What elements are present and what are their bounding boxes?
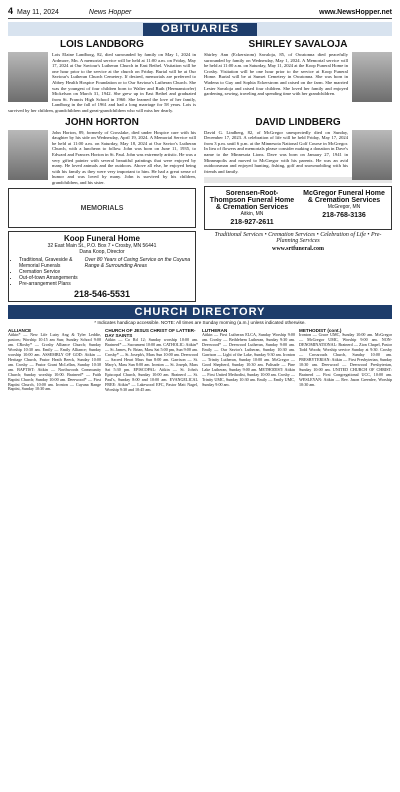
- directory-note: * Indicates handicap accessible. NOTE: All times are Sunday morning (a.m.) unless indicated otherwise.: [94, 320, 306, 326]
- ad-title: Koop Funeral Home: [63, 234, 140, 244]
- obit-text: Lois Elaine Landborg, 82, died surrounded by family on May 1, 2024 in Ardmore, Mn. A memorial service will be held at 11:00 a.m. on Friday, May 17, 2024 at Our Saviour's Lutheran Church in East Bethel. Visitation will be one hour prior to the service at the church on Friday. Burial will be at Our Saviour's Lutheran Church Cemetery. If desired, memorials are preferred to Abbey Health Hospice Foundation or to Our Saviour's Lutheran Church. She was the youngest of four children born to Walter and Ruth (Hermanstorfer) Mickelson on March 31, 1942. She grew up in East Bethel and graduated from St. Francis High School in 1960. She learned the love of her family, Landborg in the fall of 1961 and had a long marriage for 58 years. Lois is survived by her children, grandchildren and great-grandchildren who will miss her dearly.: [8, 52, 196, 113]
- obit-text: John Horton, 89, formerly of Crosslake, died under Hospice care with his daughter by his side on Wednesday, April 19, 2024. A Memorial Service will be held at 11:00 a.m. on Saturday, May 18, 2024 at Our Savior's Lutheran Church, with a luncheon to follow. John was born on June 11, 1935, to Edward and Frances Horton in St. Paul. John was extremely artistic. He was a very gifted painter with several beautiful paintings that were enjoyed by many. He loved animals and the outdoors. Above all else, he enjoyed being with his family as they were very important to him. He had a great sense of humor and was loved by many. John is survived by his children, grandchildren, and his sister.: [52, 129, 196, 185]
- directory-column: LUTHERAN Aitkin — First Lutheran ELCA, Sunday Worship 9:00 am. Crosby — Bethlehem Lutheran, Sunday 9:30 am. Deerwood* — Deerwood Lutheran, Sunday 9:00 am. Emily — Our Savior's Lutheran, Sunday 10:30 am. Garrison — Light of the Lake, Sunday 9:30 am. Ironton — Trinity Lutheran, Sunday 10:00 am. McGregor — Good Shepherd, Sunday 10:30 am. Palisade — Pine Lake Lutheran, Sunday 9:00 am. METHODIST: Aitkin — First United Methodist, Sunday 10:00 am. Crosby — Trinity UMC, Sunday 10:30 am. Emily — Emily UMC, Sunday 9:00 am.: [202, 328, 295, 387]
- ad-director: Dana Koop, Director: [79, 249, 125, 256]
- ad-services: • Traditional, Graveside & Memorial Funerals • Cremation Service • Out-of-town Arrangements • Pre-arrangement Plans: [11, 257, 81, 287]
- obituaries-banner: OBITUARIES: [8, 22, 392, 36]
- obit-photo: [8, 130, 48, 180]
- obit-name: JOHN HORTON: [65, 116, 139, 128]
- obit-david: [204, 114, 392, 303]
- funeral-homes-ad: [204, 186, 392, 230]
- obit-photo: [352, 130, 392, 180]
- page-number: 4: [8, 6, 14, 16]
- obit-shirley: [204, 36, 392, 114]
- page-header: [8, 6, 392, 19]
- funeral-tagline: Traditional Services • Cremation Services • Celebration of Life • Pre-Planning Services: [214, 232, 382, 245]
- obit-name: SHIRLEY SAVALOJA: [248, 39, 348, 50]
- publication-name: News Hopper: [88, 9, 132, 16]
- ad-tagline: Over 80 Years of Caring Service on the Cuyuna Range & Surrounding Areas: [84, 257, 191, 270]
- funeral-url[interactable]: www.srtfuneral.com: [272, 246, 324, 253]
- memorials-ad: MEMORIALS: [8, 188, 196, 228]
- sorensen-ad: Sorensen-Root-Thompson Funeral Home & Cremation Services Aitkin, MN 218-927-2611: [209, 190, 295, 227]
- obit-john: [8, 114, 196, 303]
- directory-column: METHODIST (cont.) Ironton — Grace UMC, Sunday 10:00 am. McGregor — McGregor UMC, Worship 9:00 am. NON-DENOMINATIONAL: Brainerd — Zion Chapel, Pastor Todd Woods; Worship service Sunday at 9:30. Crosby — Crossroads Church, Sunday 10:00 am. PRESBYTERIAN: Aitkin — First Presbyterian, Sunday 10:30 am. Deerwood — Deerwood Presbyterian, Sunday 10:00 am. UNITED CHURCH OF CHRIST: Brainerd — First Congregational UCC, 10:00 am. WESLEYAN: Aitkin — Rev. Jason Greenlee, Worship 10:30 am.: [299, 328, 392, 387]
- obit-name: DAVID LINDBERG: [255, 116, 341, 128]
- obit-lois: [8, 36, 196, 114]
- obit-text: Shirley Ann (Eckerstrom) Savaloja, 85, of Owatonna died peacefully surrounded by family on Wednesday, May 1, 2024. A Memorial service will be held at 11:00 a.m. on Saturday, May 11, 2024 at the Koop Funeral Home in Crosby. Visitation will be one hour prior to the service at Koop Funeral Home. Burial will be at Sunset Cemetery in Owatonna. She was born in Wadena to Guy and Sophia Eckerstrom and raised on the farm. She married Lester Savaloja and raised four children. She loved her family and enjoyed gardening, sewing, traveling and spending time with her grandchildren.: [204, 52, 348, 97]
- obit-name: LOIS LANDBORG: [60, 39, 144, 50]
- church-directory-banner: CHURCH DIRECTORY: [8, 305, 392, 319]
- obit-photo: [352, 52, 392, 102]
- ad-phone: 218-546-5531: [73, 289, 131, 300]
- obit-photo: [8, 52, 48, 102]
- church-directory: [8, 327, 392, 392]
- issue-date: May 11, 2024: [17, 9, 59, 16]
- ad-address: 32 East Main St., P.O. Box 7 • Crosby, MN 56441: [47, 243, 157, 250]
- koop-funeral-ad: [8, 231, 196, 302]
- site-url[interactable]: www.NewsHopper.net: [319, 9, 392, 16]
- directory-column: CHURCH OF JESUS CHRIST OF LATTER-DAY SAINTS Aitkin — Co Rd 12; Sunday worship 10:00 am. Brainerd* — Sacrament 10:00 am. CATHOLIC: Aitkin* — St. James, Fr. Brian, Mass Sat 5:00 pm, Sun 9:00 am. Crosby* — St. Joseph's, Mass Sun 10:00 am. Deerwood — Sacred Heart Mass Sun 8:00 am. Garrison — St. Mary's, Mass Sun 8:00 am. Ironton — St. Joseph, Mass Sat 5:30 pm. EPISCOPAL: Aitkin — St. John's Episcopal Church, Sunday 10:00 am. Brainerd — St. Paul's, Sunday 8:00 and 10:00 am. EVANGELICAL FREE: Aitkin* — Lakewood EFC, Pastor Matt Nagel, Worship 9:30 and 10:45 am.: [105, 328, 198, 392]
- mcgregor-ad: McGregor Funeral Home & Cremation Services McGregor, MN 218-768-3136: [303, 190, 385, 220]
- directory-column: ALLIANCE Aitkin* — New Life Lutry Ang & Tyler Leddie, pastors; Worship 10:15 am Sun; Sunday School 9:00 am. CRosby* — Crosby Alliance Church; Sunday Worship 10:30 am. Emily — Emily Alliance; Sunday worship 10:00 am. ASSEMBLY OF GOD: Aitkin — Heritage Church, Pastor Heath Beeck, Sunday 10:00 am. Crosby — Pastor Grant McLellan, Sunday 10:30 am. BAPTIST: Aitkin — Northwoods Community Church; Sunday worship 10:00. Brainerd* — Faith Baptist Church; Sunday 10:00 am. Deerwood* — First Baptist Church, 10:00 am. Ironton — Cuyuna Range Baptist, Sunday 10:30 am.: [8, 328, 101, 392]
- obit-text: David G. Lindberg, 82, of McGregor unexpectedly died on Sunday, December 17, 2023. A celebration of life will be held Friday, May 17, 2024 from 3 p.m. until 6 p.m. at the Minnesota National Golf Course in McGregor. In lieu of flowers and memorials please consider making a donation in Dave's name to the Minnesota Lions. Dave was born on January 27, 1941 in Minneapolis and moved to McGregor with his parents. He was an avid outdoorsman and enjoyed hunting, fishing, golf and snowmobiling with his friends and family.: [204, 129, 348, 174]
